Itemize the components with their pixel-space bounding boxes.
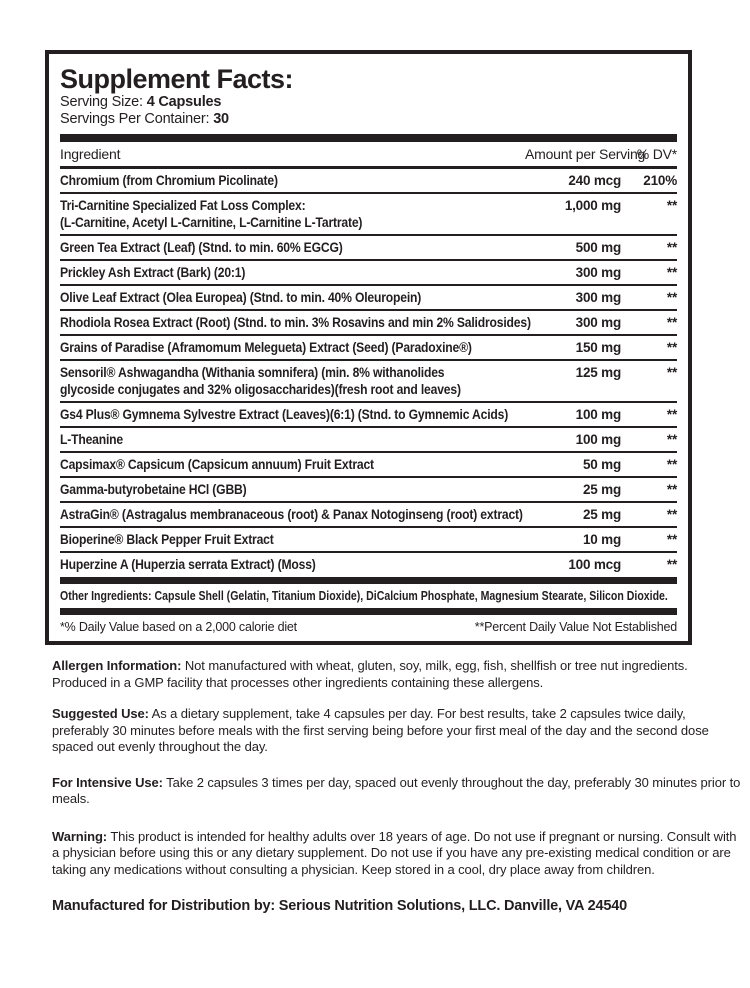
ingredient-amount: 10 mg — [582, 532, 621, 547]
serving-size-value: 4 Capsules — [146, 94, 222, 110]
manufacturer-line: Manufactured for Distribution by: Serious Nutrition Solutions, LLC. Danville, VA 24540 — [52, 898, 627, 914]
serving-size-label: Serving Size: — [60, 94, 143, 110]
servings-value: 30 — [213, 111, 229, 127]
section-label: Warning: — [52, 828, 108, 844]
ingredient-name: Grains of Paradise (Aframomum Melegueta) Extract (Seed) (Paradoxine®) — [60, 340, 472, 355]
ingredient-amount: 100 mcg — [568, 557, 621, 572]
ingredient-row — [60, 336, 677, 361]
servings-label: Servings Per Container: — [60, 111, 210, 127]
ingredient-amount: 25 mg — [582, 507, 621, 522]
ingredient-amount: 25 mg — [582, 482, 621, 497]
ingredient-row — [60, 553, 677, 577]
info-section — [52, 706, 744, 756]
ingredient-row — [60, 311, 677, 336]
section-label: Suggested Use: — [52, 706, 149, 721]
ingredient-row — [60, 286, 677, 311]
section-text: This product is intended for healthy adults over 18 years of age. Do not use if pregnant or nursing. Consult with a physician before using this or any dietary supplement. Do not use if you have any pre-existing medical condition or are taking any medications without consulting a physician. Keep stored in a cool, dry place away from children. — [52, 828, 737, 877]
ingredient-dv: 210% — [643, 173, 677, 188]
ingredient-dv: ** — [666, 315, 677, 330]
top-divider-bar — [60, 134, 677, 142]
other-ingredients-line: Other Ingredients: Capsule Shell (Gelatin, Titanium Dioxide), DiCalcium Phosphate, Magnesium Stearate, Silicon Dioxide. — [60, 589, 668, 603]
table-header-row — [60, 142, 677, 169]
ingredient-dv: ** — [666, 432, 677, 447]
ingredient-amount: 125 mg — [575, 365, 621, 380]
ingredient-row — [60, 236, 677, 261]
ingredient-amount: 1,000 mg — [564, 198, 621, 213]
ingredient-name: L-Theanine — [60, 432, 124, 447]
ingredient-name: Capsimax® Capsicum (Capsicum annuum) Fruit Extract — [60, 457, 374, 472]
ingredient-dv: ** — [666, 457, 677, 472]
ingredient-name: Green Tea Extract (Leaf) (Stnd. to min. 60% EGCG) — [60, 240, 343, 255]
ingredient-amount: 100 mg — [575, 407, 621, 422]
ingredient-dv: ** — [666, 482, 677, 497]
ingredient-name: Huperzine A (Huperzia serrata Extract) (Moss) — [60, 557, 316, 572]
ingredient-dv: ** — [666, 407, 677, 422]
serving-size-line — [60, 94, 677, 111]
ingredient-dv: ** — [666, 198, 677, 213]
ingredient-name: Gamma-butyrobetaine HCl (GBB) — [60, 482, 247, 497]
ingredient-name: Prickley Ash Extract (Bark) (20:1) — [60, 265, 246, 280]
ingredient-dv: ** — [666, 532, 677, 547]
other-ingredients-bottom-bar — [60, 608, 677, 615]
ingredient-amount: 300 mg — [575, 315, 621, 330]
ingredient-name: Olive Leaf Extract (Olea Europea) (Stnd. to min. 40% Oleuropein) — [60, 290, 422, 305]
ingredient-dv: ** — [666, 557, 677, 572]
panel-title: Supplement Facts: — [60, 64, 294, 94]
ingredient-dv: ** — [666, 290, 677, 305]
header-ingredient: Ingredient — [60, 146, 121, 162]
ingredient-amount: 50 mg — [582, 457, 621, 472]
ingredient-row — [60, 361, 677, 403]
ingredient-name: Sensoril® Ashwagandha (Withania somnifera) (min. 8% withanolides glycoside conjugates and 32% oligosaccharides)(fresh root and leaves) — [60, 365, 461, 397]
sections-container — [52, 658, 744, 878]
footnote-daily-value: *% Daily Value based on a 2,000 calorie diet — [60, 620, 297, 634]
ingredient-amount: 300 mg — [575, 265, 621, 280]
ingredient-row — [60, 261, 677, 286]
ingredient-amount: 240 mcg — [568, 173, 621, 188]
ingredient-name: Chromium (from Chromium Picolinate) — [60, 173, 278, 188]
ingredient-dv: ** — [666, 365, 677, 380]
ingredient-row — [60, 403, 677, 428]
footnote-not-established: **Percent Daily Value Not Established — [474, 620, 677, 634]
section-text: As a dietary supplement, take 4 capsules per day. For best results, take 2 capsules twice daily, preferably 30 minutes before meals with the first serving being before your first meal of the day and the second dose spaced out evenly throughout the day. — [52, 706, 709, 754]
ingredient-amount: 150 mg — [575, 340, 621, 355]
section-label: For Intensive Use: — [52, 774, 163, 790]
ingredient-row — [60, 453, 677, 478]
ingredient-amount: 100 mg — [575, 432, 621, 447]
header-amount: Amount per Serving — [525, 146, 646, 162]
ingredient-dv: ** — [666, 507, 677, 522]
ingredient-rows — [60, 169, 677, 577]
ingredient-row — [60, 478, 677, 503]
other-ingredients-top-bar — [60, 577, 677, 584]
info-section — [52, 775, 744, 808]
ingredient-row — [60, 194, 677, 236]
ingredient-amount: 500 mg — [575, 240, 621, 255]
ingredient-row — [60, 428, 677, 453]
ingredient-name: Rhodiola Rosea Extract (Root) (Stnd. to min. 3% Rosavins and min 2% Salidrosides) — [60, 315, 531, 330]
ingredient-name: Gs4 Plus® Gymnema Sylvestre Extract (Leaves)(6:1) (Stnd. to Gymnemic Acids) — [60, 407, 509, 422]
ingredient-row — [60, 169, 677, 194]
ingredient-name: Bioperine® Black Pepper Fruit Extract — [60, 532, 274, 547]
info-sections — [52, 658, 744, 915]
ingredient-dv: ** — [666, 240, 677, 255]
supplement-facts-panel — [45, 50, 692, 645]
header-dv: % DV* — [636, 146, 677, 162]
ingredient-amount: 300 mg — [575, 290, 621, 305]
servings-per-container-line — [60, 111, 677, 128]
ingredient-name: AstraGin® (Astragalus membranaceous (root) & Panax Notoginseng (root) extract) — [60, 507, 523, 522]
ingredient-name: Tri-Carnitine Specialized Fat Loss Complex: (L-Carnitine, Acetyl L-Carnitine, L-Carnitine L-Tartrate) — [60, 198, 363, 230]
section-text: Take 2 capsules 3 times per day, spaced out evenly throughout the day, preferably 30 minutes prior to meals. — [52, 774, 741, 806]
info-section — [52, 829, 744, 879]
info-section — [52, 658, 744, 691]
footnote-row — [60, 615, 677, 637]
section-label: Allergen Information: — [52, 658, 182, 673]
ingredient-dv: ** — [666, 265, 677, 280]
ingredient-row — [60, 503, 677, 528]
ingredient-dv: ** — [666, 340, 677, 355]
section-text: Not manufactured with wheat, gluten, soy, milk, egg, fish, shellfish or tree nut ingredients. Produced in a GMP facility that processes other ingredients containing these allergens. — [52, 658, 688, 690]
ingredient-row — [60, 528, 677, 553]
